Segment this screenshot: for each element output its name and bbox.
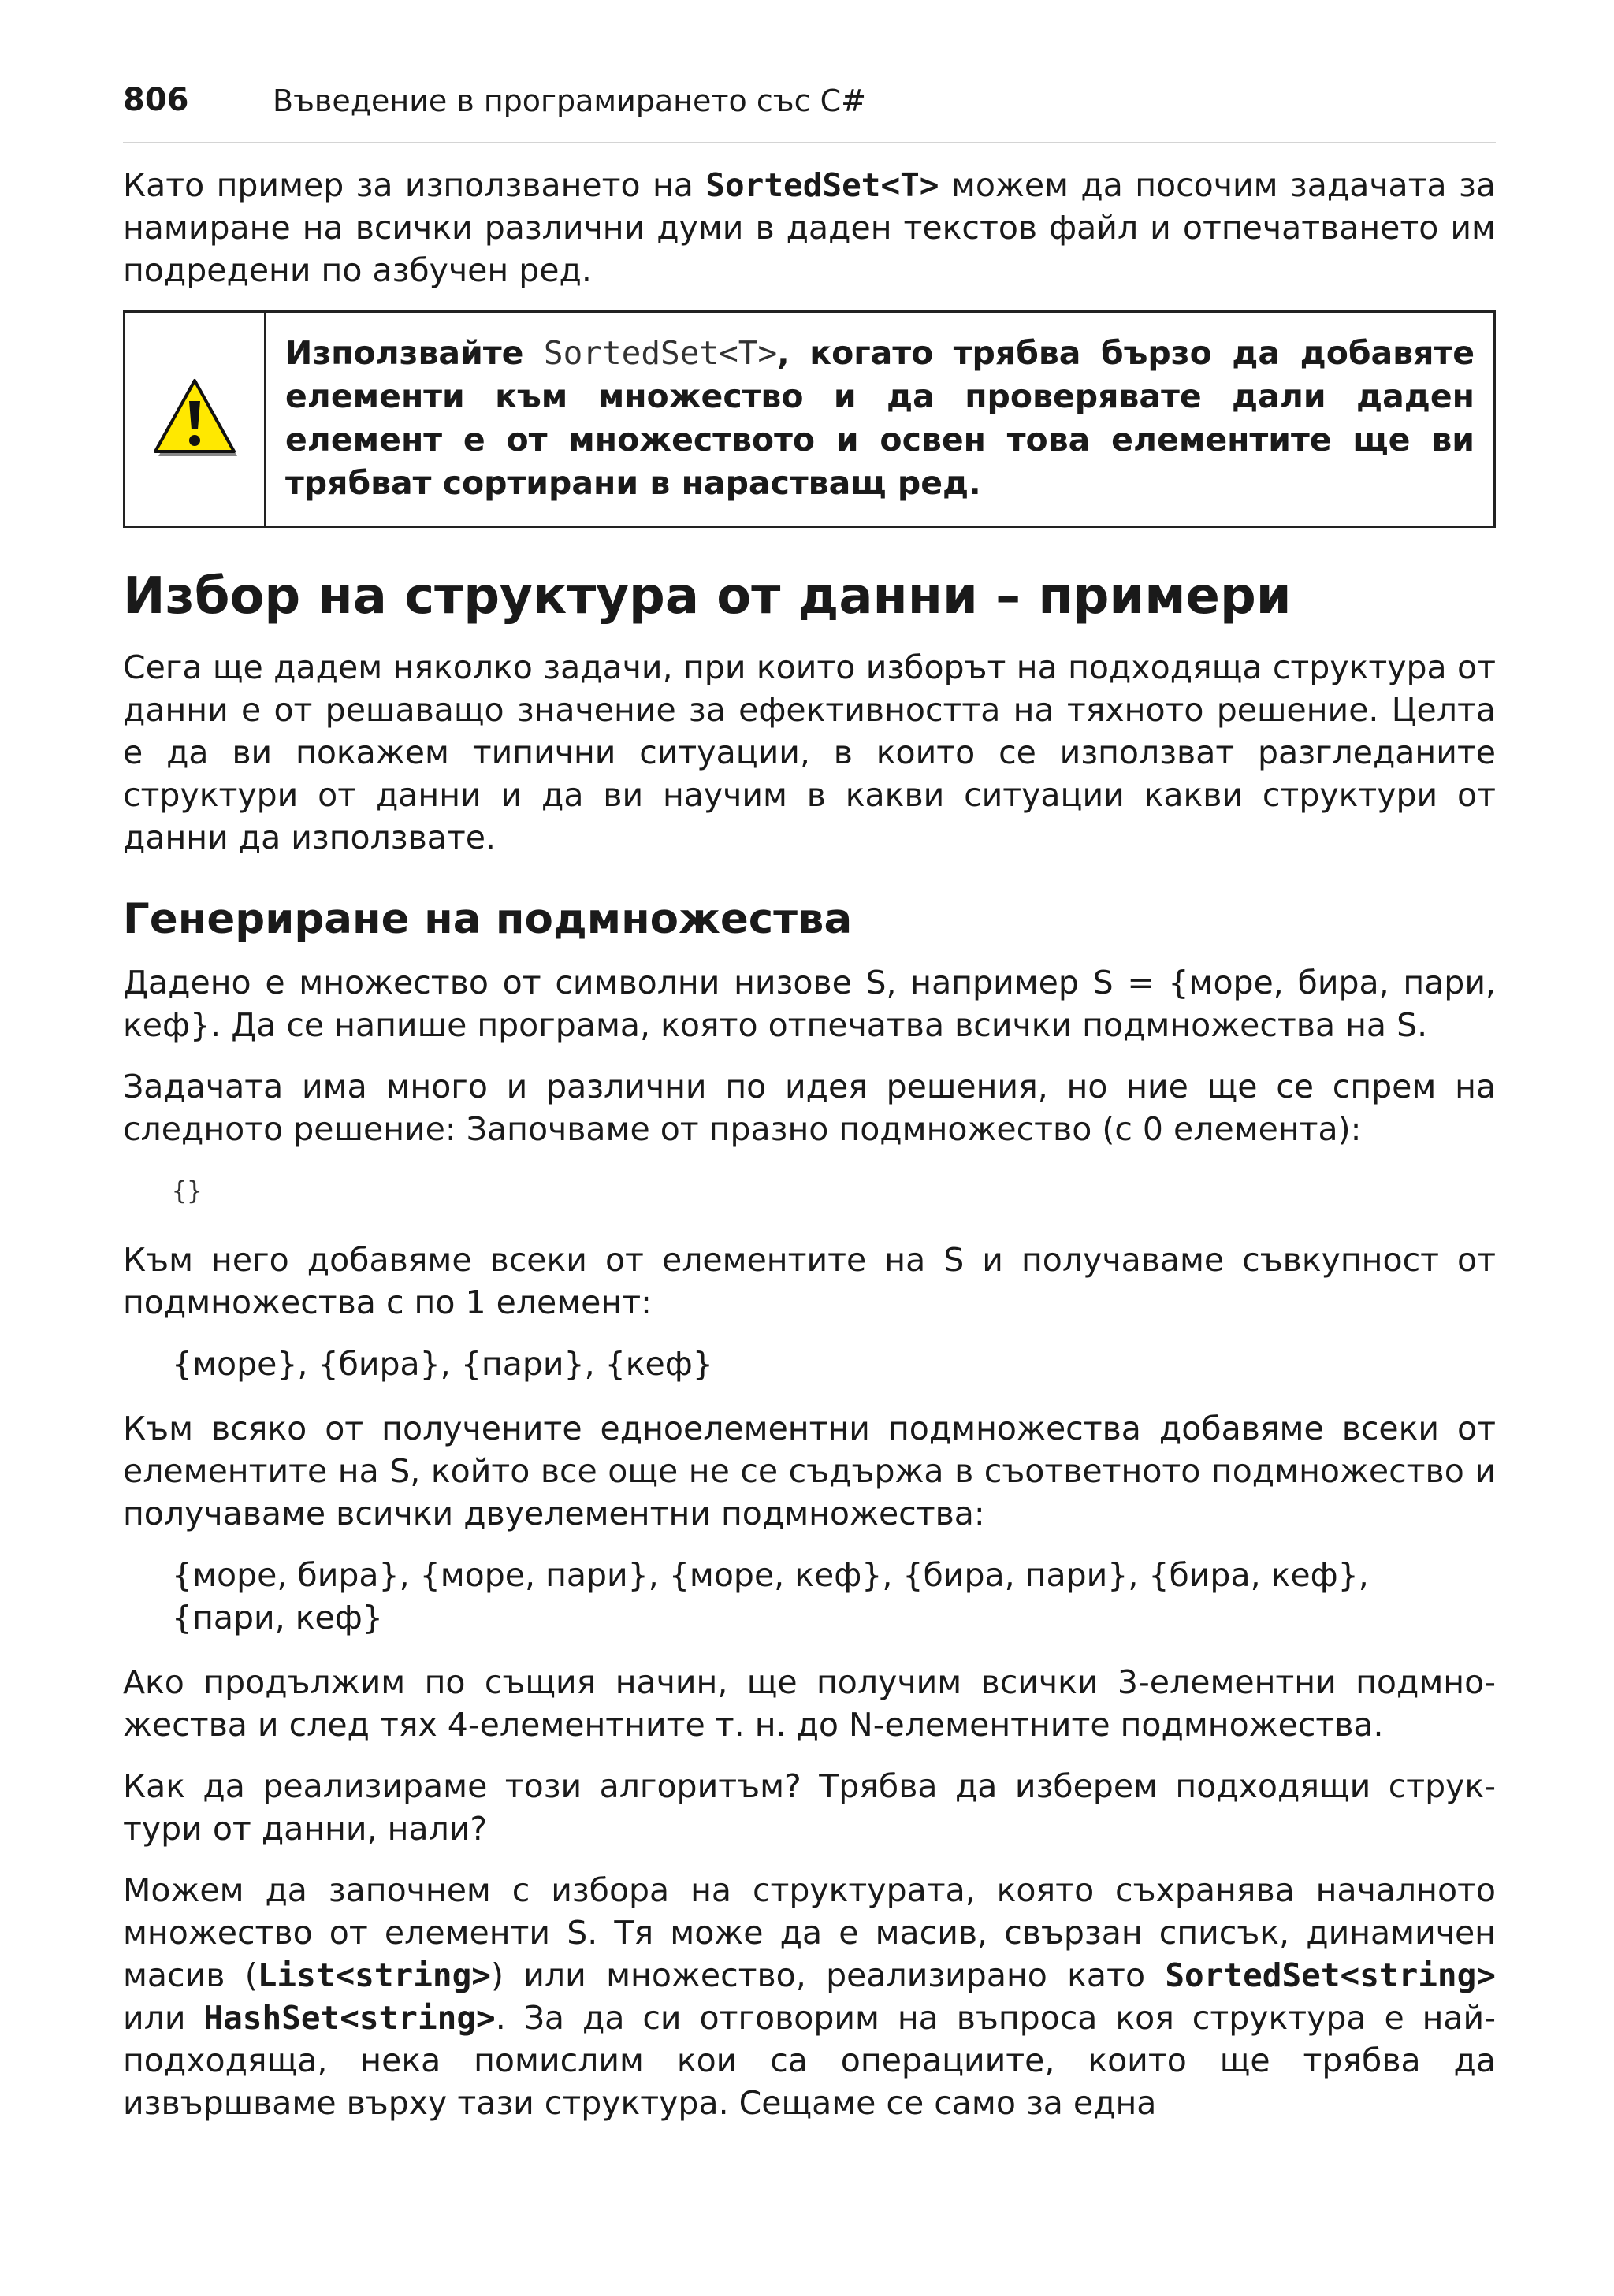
text-part: Можем да започнем с избора на структурата, която съхранява началното множество от елементи S. Тя може да е масив, свързан списък, динамичен масив ( [123,1871,1496,1994]
text-part: ) или множество, реализирано като [490,1956,1166,1994]
warning-triangle-icon [149,377,240,461]
page-number: 806 [123,82,189,118]
section-heading: Избор на структура от данни – примери [123,567,1292,626]
inline-code: HashSet<string> [203,1999,496,2037]
pairs-line-2: {пари, кеф} [172,1599,383,1637]
singletons-example: {море}, {бира}, {пари}, {кеф} [172,1345,713,1383]
intro-text-end: можем да посочим задачата за намиране на всички различни думи в даден текстов файл и отпечатването им подредени по азбучен ред. [123,166,1496,289]
inline-code: List<string> [257,1956,491,1994]
warning-text-start: Използвайте [285,334,544,372]
warning-text-end: , когато трябва бързо да добавяте елементи към множество и да проверявате дали даден елемент е от множеството и освен това елементите ще ви трябват сортирани в нарастващ ред. [285,334,1475,502]
page-content [123,164,1496,2124]
running-title: Въведение в програмирането със C# [273,84,866,118]
inline-code: SortedSet<T> [543,334,778,372]
solution-intro: Задачата има много и различни по идея решения, но ние ще се спрем на следното решение: Започваме от празно подмножество (с 0 елемента): [123,1068,1496,1148]
continuation-paragraph: Ако продължим по същия начин, ще получим всички 3-елементни подмножества и след тях 4-елементните т. н. до N-елементните подмножества. [123,1663,1496,1744]
subsection-heading: Генериране на подмножества [123,895,853,943]
warning-text [266,313,1493,526]
warning-icon-cell [125,313,266,526]
inline-code: SortedSet<T> [705,166,939,204]
question-paragraph: Как да реализираме този алгоритъм? Трябва да изберем подходящи структури от данни, нали? [123,1767,1496,1848]
text-part: . За да си отговорим на въпроса коя структура е най-подходяща, нека помислим кои са операциите, които ще трябва да извършваме върху тази структура. Сещаме се само за една [123,1999,1496,2122]
warning-box [123,310,1496,528]
page-header [123,76,1496,143]
structure-choice-paragraph [123,1869,1496,2124]
pairs-intro: Към всяко от получените едноелементни подмножества добавяме всеки от елементите на S, който все още не се съдържа в съответното подмножество и получаваме всички двуелементни подмножества: [123,1410,1496,1533]
problem-statement: Дадено е множество от символни низове S, например S = {море, бира, пари, кеф}. Да се напише програма, която отпечатва всички подмножества на S. [123,964,1496,1044]
inline-code: SortedSet<string> [1165,1956,1496,1994]
empty-set-example: {} [172,1176,203,1206]
text-part: или [123,1999,204,2037]
intro-paragraph [123,164,1496,292]
section-paragraph: Сега ще дадем няколко задачи, при които изборът на подходяща структура от данни е от решаващо значение за ефективността на тяхното решение. Целта е да ви покажем типични ситуации, в които се използват разгледаните структури от данни и да ви научим в какви ситуации какви структури от данни да използвате. [123,648,1496,856]
singletons-intro: Към него добавяме всеки от елементите на S и получаваме съвкупност от подмножества с по 1 елемент: [123,1241,1496,1321]
pairs-line-1: {море, бира}, {море, пари}, {море, кеф}, {бира, пари}, {бира, кеф}, [172,1556,1369,1594]
intro-text-start: Като пример за използването на [123,166,706,204]
pairs-example [172,1554,1496,1639]
